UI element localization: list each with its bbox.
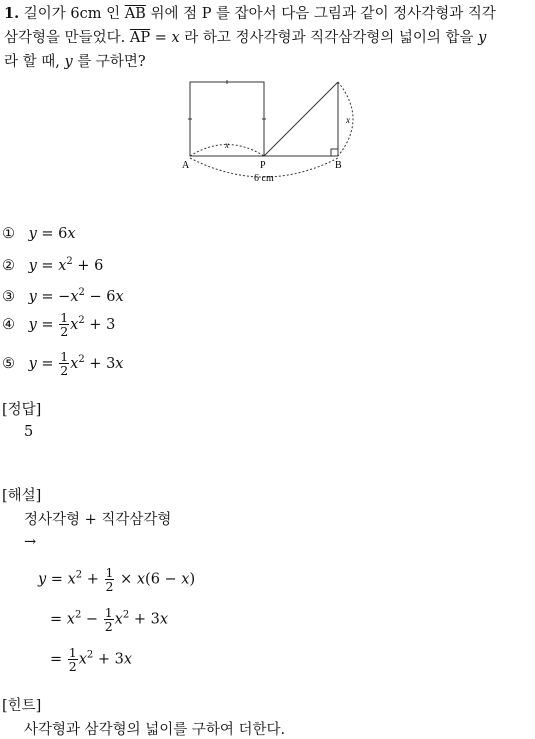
explanation-arrow: → xyxy=(24,534,37,550)
right-angle-mark xyxy=(331,149,338,156)
problem-text-6: 라 할 때, xyxy=(4,54,65,70)
choice-mark: ④ xyxy=(2,316,15,333)
derivation-line-1: $y = x^2$ + $\frac{1}{2}$ × x(6 − x) xyxy=(38,565,196,594)
label-x-side: x xyxy=(346,115,350,125)
choice-mark: ⑤ xyxy=(2,355,15,372)
var-y: y xyxy=(478,30,487,46)
choice-mark: ① xyxy=(2,226,15,242)
choice-1[interactable] xyxy=(2,226,76,242)
choice-3[interactable] xyxy=(2,287,124,305)
problem-text-5: 라 하고 정사각형과 직각삼각형의 넓이의 합을 xyxy=(179,30,479,46)
hypotenuse xyxy=(264,82,338,156)
label-p: P xyxy=(260,160,266,171)
problem-text-2: 위에 점 P 를 잡아서 다음 그림과 같이 정사각형과 직각 xyxy=(145,6,496,22)
choice-text: $y = x^2 + 6$ xyxy=(28,256,104,274)
label-b: B xyxy=(335,160,342,171)
choice-5[interactable] xyxy=(2,350,123,377)
geometry-figure xyxy=(178,78,358,188)
segment-ap: $\overline{AP}$ xyxy=(129,30,151,46)
choice-text: y = $\frac{1}{2}$ $x^2 + 3x$ xyxy=(28,349,124,378)
choice-text: $y = -x^2 - 6x$ xyxy=(28,287,124,305)
problem-text-3: 삼각형을 만들었다. xyxy=(4,30,130,46)
problem-statement xyxy=(4,2,532,74)
label-length: 6 cm xyxy=(254,173,274,184)
problem-text-7: 를 구하면? xyxy=(72,54,146,70)
var-x: x xyxy=(171,30,180,46)
choice-text: y = 6x xyxy=(28,226,76,242)
explanation-label: [해설] xyxy=(2,488,42,504)
segment-ab: $\overline{AB}$ xyxy=(124,6,146,22)
choice-text: y = $\frac{1}{2}$ $x^2 + 3$ xyxy=(28,310,116,339)
choice-mark: ② xyxy=(2,257,15,274)
choice-2[interactable] xyxy=(2,256,103,274)
derivation-line-3: = $\frac{1}{2}$ $x^2 + 3x$ xyxy=(50,645,133,674)
explanation-line-1: 정사각형 + 직각삼각형 xyxy=(24,512,172,528)
hint-label: [힌트] xyxy=(2,698,42,714)
choice-4[interactable] xyxy=(2,311,115,338)
derivation-line-2: = $x^2$ − $\frac{1}{2}$ $x^2 + 3x$ xyxy=(50,605,168,634)
label-a: A xyxy=(182,160,190,171)
label-x-arc: x xyxy=(225,140,229,150)
choice-mark: ③ xyxy=(2,288,15,305)
problem-text-4: = xyxy=(150,30,172,46)
var-y-2: y xyxy=(64,54,73,70)
answer-value: 5 xyxy=(24,424,34,440)
problem-text-1: 길이가 6cm 인 xyxy=(23,6,125,22)
hint-text: 사각형과 삼각형의 넓이를 구하여 더한다. xyxy=(24,722,286,738)
answer-label: [정답] xyxy=(2,402,42,418)
problem-number: 1. xyxy=(4,5,20,22)
